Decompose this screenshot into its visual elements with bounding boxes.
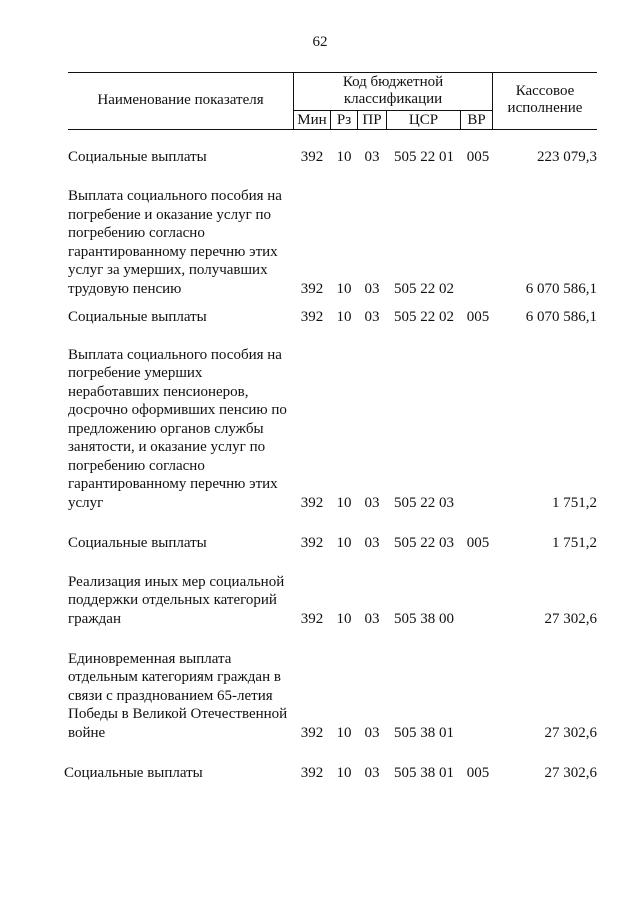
header-amount-line2: исполнение [507,100,583,116]
row-name: Социальные выплаты [68,308,207,325]
row-min: 392 [300,610,324,627]
row-amount: 27 302,6 [544,764,597,781]
row-min: 392 [300,148,324,165]
row-min: 392 [300,534,324,551]
header-min: Мин [297,112,327,128]
row-csr: 505 22 03 [394,534,454,551]
row-name: Выплата социального пособия на погребение умерших неработавших пенсионеров, досрочно оформивших пенсию по предложению органов службы занятости, и оказание услуг по погребению согласно гарантированному перечню этих услуг [68,346,287,511]
row-rz: 10 [336,610,352,627]
header-code-line1: Код бюджетной [342,74,444,90]
header-indicator: Наименование показателя [97,92,264,108]
row-rz: 10 [336,308,352,325]
row-csr: 505 22 02 [394,308,454,325]
table-row [68,646,597,742]
row-min: 392 [300,764,324,781]
row-min: 392 [300,280,324,297]
row-pr: 03 [364,148,380,165]
row-name: Социальные выплаты [68,148,207,165]
row-amount: 27 302,6 [544,724,597,741]
row-name: Социальные выплаты [64,764,203,781]
row-amount: 27 302,6 [544,610,597,627]
row-vr: 005 [466,764,490,781]
row-vr: 005 [466,308,490,325]
row-csr: 505 22 03 [394,494,454,511]
row-rz: 10 [336,534,352,551]
table-row [68,526,597,552]
header-pr: ПР [362,112,382,128]
table-row [68,300,597,326]
row-rz: 10 [336,280,352,297]
row-rz: 10 [336,764,352,781]
row-min: 392 [300,308,324,325]
row-rz: 10 [336,724,352,741]
row-name: Единовременная выплата отдельным категориям граждан в связи с празднованием 65-летия Победы в Великой Отечественной войне [68,650,288,741]
header-code-line2: классификации [343,91,443,107]
row-csr: 505 22 02 [394,280,454,297]
row-name: Реализация иных мер социальной поддержки отдельных категорий граждан [68,573,285,627]
row-csr: 505 38 00 [394,610,454,627]
table-row [68,566,597,628]
row-pr: 03 [364,724,380,741]
row-amount: 1 751,2 [552,534,597,551]
row-csr: 505 22 01 [394,148,454,165]
header-top-rule [68,72,597,73]
row-rz: 10 [336,148,352,165]
row-pr: 03 [364,308,380,325]
header-bottom-rule [68,129,597,130]
table-row [68,140,597,166]
row-name: Социальные выплаты [68,534,207,551]
table-row [68,340,597,512]
row-amount: 6 070 586,1 [525,280,597,297]
header-vr: ВР [467,112,486,128]
row-vr: 005 [466,148,490,165]
row-csr: 505 38 01 [394,764,454,781]
row-min: 392 [300,494,324,511]
header-sub-rule [293,110,492,111]
row-min: 392 [300,724,324,741]
row-pr: 03 [364,280,380,297]
header-amount-line1: Кассовое [515,83,575,99]
header-rz: Рз [336,112,352,128]
row-name: Выплата социального пособия на погребение и оказание услуг по погребению согласно гарантированному перечню этих услуг за умерших, получавших трудовую пенсию [68,188,282,297]
row-amount: 223 079,3 [537,148,597,165]
row-pr: 03 [364,610,380,627]
header-csr: ЦСР [408,112,439,128]
row-pr: 03 [364,764,380,781]
row-pr: 03 [364,534,380,551]
row-amount: 1 751,2 [552,494,597,511]
table-row [64,756,597,782]
row-csr: 505 38 01 [394,724,454,741]
page-number: 62 [312,34,328,50]
row-amount: 6 070 586,1 [525,308,597,325]
row-pr: 03 [364,494,380,511]
row-rz: 10 [336,494,352,511]
table-header [68,72,597,130]
row-vr: 005 [466,534,490,551]
table-row [68,182,597,298]
